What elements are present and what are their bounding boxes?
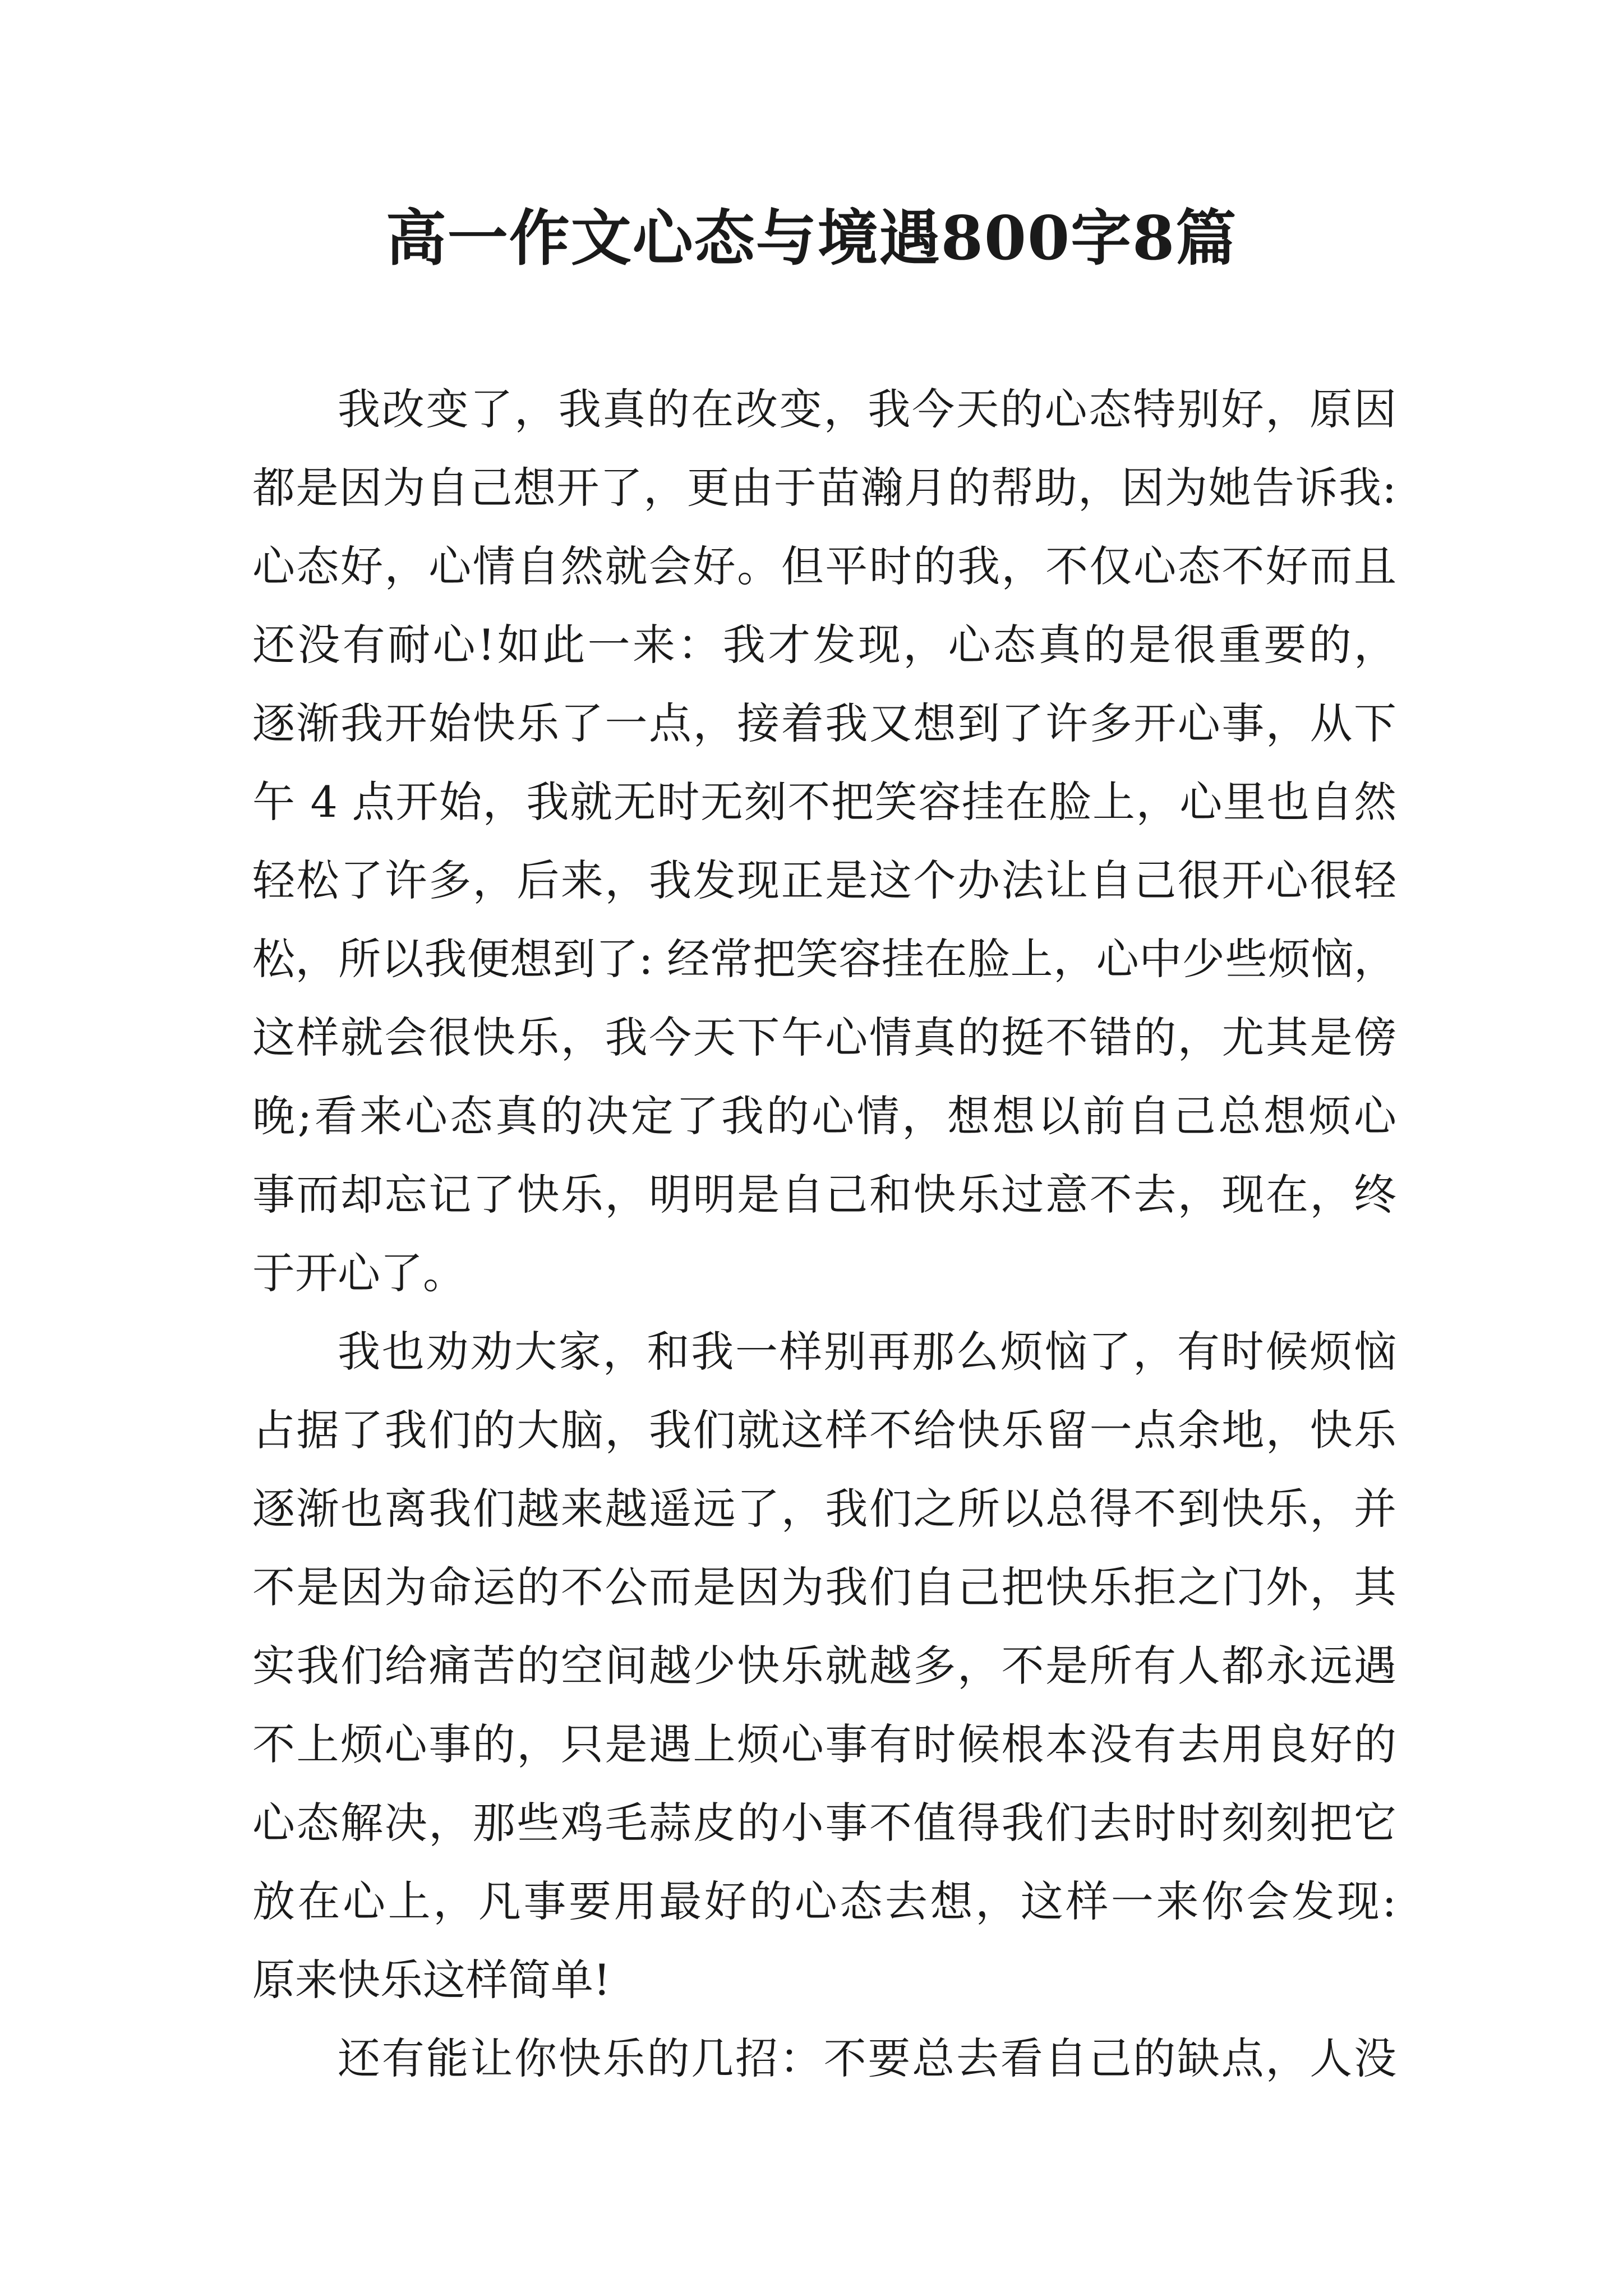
paragraph-line: 心态好，心情自然就会好。但平时的我，不仅心态不好而且 — [252, 541, 1396, 591]
paragraph-1 — [252, 370, 1396, 1313]
paragraph-line: 于开心了。 — [252, 1248, 465, 1298]
paragraph-line: 实我们给痛苦的空间越少快乐就越多，不是所有人都永远遇 — [252, 1641, 1396, 1691]
paragraph-line: 事而却忘记了快乐，明明是自己和快乐过意不去，现在，终 — [252, 1170, 1396, 1220]
paragraph-line: 晚;看来心态真的决定了我的心情，想想以前自己总想烦心 — [252, 1091, 1396, 1141]
document-title: 高一作文心态与境遇800字8篇 — [385, 203, 1238, 274]
paragraph-line: 放在心上，凡事要用最好的心态去想，这样一来你会发现: — [252, 1876, 1396, 1926]
document-body — [252, 370, 1396, 2098]
paragraph-line: 这样就会很快乐，我今天下午心情真的挺不错的，尤其是傍 — [252, 1013, 1396, 1062]
paragraph-line: 占据了我们的大脑，我们就这样不给快乐留一点余地，快乐 — [252, 1405, 1396, 1455]
paragraph-line: 轻松了许多，后来，我发现正是这个办法让自己很开心很轻 — [252, 855, 1396, 905]
paragraph-2 — [252, 1313, 1396, 2019]
paragraph-line: 我改变了，我真的在改变，我今天的心态特别好，原因 — [338, 384, 1396, 434]
paragraph-line: 午 4 点开始，我就无时无刻不把笑容挂在脸上，心里也自然 — [252, 777, 1396, 827]
paragraph-3 — [252, 2019, 1396, 2098]
paragraph-line: 不是因为命运的不公而是因为我们自己把快乐拒之门外，其 — [252, 1562, 1396, 1612]
paragraph-line: 还没有耐心!如此一来：我才发现，心态真的是很重要的， — [252, 620, 1396, 670]
paragraph-line: 逐渐我开始快乐了一点，接着我又想到了许多开心事，从下 — [252, 698, 1396, 748]
paragraph-line: 心态解决，那些鸡毛蒜皮的小事不值得我们去时时刻刻把它 — [252, 1798, 1396, 1848]
paragraph-line: 不上烦心事的，只是遇上烦心事有时候根本没有去用良好的 — [252, 1719, 1396, 1769]
paragraph-line: 都是因为自己想开了，更由于苗瀚月的帮助，因为她告诉我: — [252, 463, 1396, 513]
paragraph-line: 松，所以我便想到了: 经常把笑容挂在脸上，心中少些烦恼， — [252, 934, 1396, 984]
paragraph-line: 原来快乐这样简单! — [252, 1955, 611, 2005]
paragraph-line: 还有能让你快乐的几招：不要总去看自己的缺点，人没 — [338, 2033, 1396, 2083]
paragraph-line: 逐渐也离我们越来越遥远了，我们之所以总得不到快乐，并 — [252, 1484, 1396, 1534]
paragraph-line: 我也劝劝大家，和我一样别再那么烦恼了，有时候烦恼 — [338, 1327, 1396, 1377]
